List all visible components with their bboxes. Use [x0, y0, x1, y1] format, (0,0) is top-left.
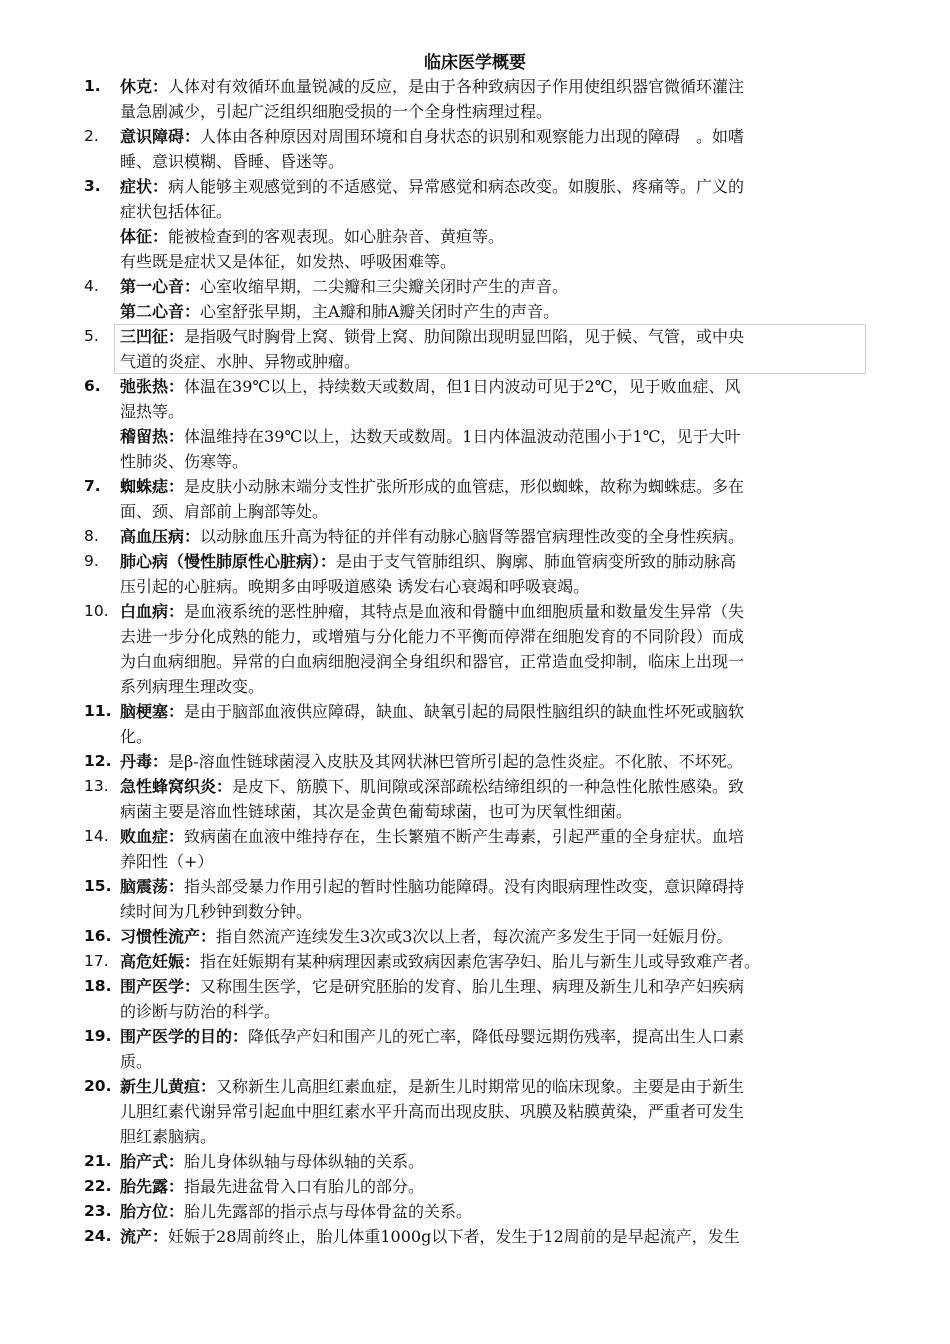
entry-body: 又称围生医学，它是研究胚胎的发育、胎儿生理、病理及新生儿和孕产妇疾病 [200, 977, 745, 996]
entry-line [0, 874, 950, 899]
entry-body: 养阳性（+） [120, 852, 214, 871]
entry-text [120, 574, 865, 599]
entry-line [0, 1024, 950, 1049]
entry-text [120, 474, 865, 499]
entry-body: 是β-溶血性链球菌浸入皮肤及其网状淋巴管所引起的急性炎症。不化脓、不坏死。 [168, 752, 743, 771]
entry-body: 降低孕产妇和围产儿的死亡率，降低母婴远期伤残率，提高出生人口素 [248, 1027, 745, 1046]
definition-entry [0, 1074, 950, 1149]
entry-body: 的诊断与防治的科学。 [120, 1002, 281, 1021]
entry-body: 系列病理生理改变。 [120, 677, 265, 696]
entry-line [0, 474, 950, 499]
entry-line [0, 1224, 950, 1249]
entry-body: 面、颈、肩部前上胸部等处。 [120, 502, 329, 521]
entry-line [0, 574, 950, 599]
entry-body: 体温维持在39℃以上，达数天或数周。1日内体温波动范围小于1℃，见于大叶 [184, 427, 741, 446]
entry-body: 是皮下、筋膜下、肌间隙或深部疏松结缔组织的一种急性化脓性感染。致 [232, 777, 745, 796]
entry-body: 人体对有效循环血量锐减的反应，是由于各种致病因子作用使组织器官微循环灌注 [168, 77, 745, 96]
entry-line [0, 949, 950, 974]
entry-term: 症状： [120, 177, 169, 196]
entry-body: 为白血病细胞。异常的白血病细胞浸润全身组织和器官，正常造血受抑制，临床上出现一 [120, 652, 745, 671]
entry-text [120, 699, 865, 724]
definition-entry [0, 524, 950, 549]
entry-text [120, 1149, 865, 1174]
entry-body: 又称新生儿高胆红素血症，是新生儿时期常见的临床现象。主要是由于新生 [216, 1077, 745, 1096]
entry-number: 24. [84, 1227, 112, 1245]
entry-number: 18. [84, 977, 112, 995]
entry-line [0, 449, 950, 474]
entry-line [0, 599, 950, 624]
entry-text [120, 1124, 865, 1149]
entry-line [0, 349, 950, 374]
entry-term: 流产： [120, 1227, 169, 1246]
definition-entry [0, 824, 950, 874]
entry-text [120, 74, 865, 99]
entry-term: 弛张热： [120, 377, 185, 396]
entry-text [120, 824, 865, 849]
entry-line [0, 549, 950, 574]
entry-text [120, 374, 865, 399]
entry-text [120, 549, 865, 574]
entry-line [0, 99, 950, 124]
entry-line [0, 974, 950, 999]
entry-body: 是皮肤小动脉末端分支性扩张所形成的血管痣，形似蜘蛛，故称为蜘蛛痣。多在 [184, 477, 745, 496]
entry-line [0, 924, 950, 949]
entry-line [0, 799, 950, 824]
entry-number: 16. [84, 927, 112, 945]
entry-text [120, 224, 865, 249]
entry-body: 气道的炎症、水肿、异物或肿瘤。 [120, 352, 361, 371]
entry-line [0, 699, 950, 724]
entry-line [0, 674, 950, 699]
definition-entry [0, 1199, 950, 1224]
entry-number: 10. [84, 602, 109, 620]
entry-number: 3. [84, 177, 101, 195]
entry-text [120, 1074, 865, 1099]
entry-line [0, 299, 950, 324]
entry-number: 7. [84, 477, 101, 495]
entry-body: 性肺炎、伤寒等。 [120, 452, 249, 471]
entry-number: 8. [84, 527, 99, 545]
entry-term: 体征： [120, 227, 169, 246]
definition-entry [0, 774, 950, 824]
entry-body: 以动脉血压升高为特征的并伴有动脉心脑肾等器官病理性改变的全身性疾病。 [200, 527, 745, 546]
definition-entry [0, 749, 950, 774]
entry-text [120, 999, 865, 1024]
entry-term: 丹毒： [120, 752, 169, 771]
entry-text [120, 124, 865, 149]
entry-body: 压引起的心脏病。晚期多由呼吸道感染 诱发右心衰竭和呼吸衰竭。 [120, 577, 590, 596]
entry-text [120, 974, 865, 999]
entry-term: 新生儿黄疸： [120, 1077, 217, 1096]
entry-term: 急性蜂窝织炎： [120, 777, 233, 796]
entry-line [0, 199, 950, 224]
entry-body: 胎儿身体纵轴与母体纵轴的关系。 [184, 1152, 425, 1171]
entry-term: 脑震荡： [120, 877, 185, 896]
entry-text [120, 1024, 865, 1049]
entry-body: 儿胆红素代谢异常引起血中胆红素水平升高而出现皮肤、巩膜及粘膜黄染，严重者可发生 [120, 1102, 745, 1121]
definition-list [0, 74, 950, 1249]
entry-text [120, 174, 865, 199]
definition-entry [0, 474, 950, 524]
entry-line [0, 1124, 950, 1149]
entry-text [120, 299, 865, 324]
entry-line [0, 1149, 950, 1174]
entry-term: 脑梗塞： [120, 702, 185, 721]
entry-text [120, 524, 865, 549]
entry-line [0, 1049, 950, 1074]
entry-line [0, 1174, 950, 1199]
definition-entry [0, 1149, 950, 1174]
entry-line [0, 324, 950, 349]
entry-line [0, 624, 950, 649]
entry-text [120, 249, 865, 274]
entry-term: 败血症： [120, 827, 185, 846]
definition-entry [0, 874, 950, 924]
entry-number: 15. [84, 877, 112, 895]
entry-term: 第一心音： [120, 277, 201, 296]
entry-body: 体温在39℃以上，持续数天或数周，但1日内波动可见于2℃，见于败血症、风 [184, 377, 741, 396]
entry-body: 睡、意识模糊、昏睡、昏迷等。 [120, 152, 345, 171]
entry-body: 妊娠于28周前终止，胎儿体重1000g以下者，发生于12周前的是早起流产，发生 [168, 1227, 740, 1246]
entry-term: 稽留热： [120, 427, 185, 446]
definition-entry [0, 949, 950, 974]
entry-body: 病菌主要是溶血性链球菌，其次是金黄色葡萄球菌，也可为厌氧性细菌。 [120, 802, 633, 821]
entry-line [0, 499, 950, 524]
entry-line [0, 424, 950, 449]
entry-number: 14. [84, 827, 109, 845]
entry-body: 是由于支气管肺组织、胸廓、肺血管病变所致的肺动脉高 [336, 552, 737, 571]
definition-entry [0, 1224, 950, 1249]
entry-body: 质。 [120, 1052, 153, 1071]
entry-number: 4. [84, 277, 99, 295]
entry-term: 白血病： [120, 602, 185, 621]
definition-entry [0, 924, 950, 949]
definition-entry [0, 274, 950, 324]
entry-number: 1. [84, 77, 101, 95]
entry-text [120, 724, 865, 749]
entry-body: 胆红素脑病。 [120, 1127, 217, 1146]
entry-text [120, 924, 865, 949]
entry-body: 指最先进盆骨入口有胎儿的部分。 [184, 1177, 425, 1196]
entry-text [120, 774, 865, 799]
entry-term: 胎产式： [120, 1152, 185, 1171]
definition-entry [0, 174, 950, 274]
entry-text [120, 399, 865, 424]
definition-entry [0, 1024, 950, 1074]
entry-line [0, 74, 950, 99]
definition-entry [0, 974, 950, 1024]
entry-text [120, 649, 865, 674]
entry-term: 第二心音： [120, 302, 201, 321]
definition-entry [0, 549, 950, 599]
entry-number: 22. [84, 1177, 112, 1195]
entry-line [0, 249, 950, 274]
entry-text [120, 599, 865, 624]
entry-line [0, 649, 950, 674]
entry-term: 胎方位： [120, 1202, 185, 1221]
entry-line [0, 224, 950, 249]
entry-body: 指在妊娠期有某种病理因素或致病因素危害孕妇、胎儿与新生儿或导致难产者。 [200, 952, 761, 971]
entry-body: 是指吸气时胸骨上窝、锁骨上窝、肋间隙出现明显凹陷，见于候、气管，或中央 [184, 327, 745, 346]
entry-text [120, 624, 865, 649]
entry-line [0, 374, 950, 399]
entry-line [0, 999, 950, 1024]
entry-text [120, 1099, 865, 1124]
entry-text [120, 99, 865, 124]
entry-number: 20. [84, 1077, 112, 1095]
entry-term: 肺心病（慢性肺原性心脏病）： [120, 552, 337, 571]
entry-line [0, 899, 950, 924]
entry-text [120, 799, 865, 824]
entry-line [0, 749, 950, 774]
entry-body: 湿热等。 [120, 402, 185, 421]
entry-text [120, 449, 865, 474]
entry-number: 17. [84, 952, 109, 970]
entry-number: 6. [84, 377, 101, 395]
entry-body: 人体由各种原因对周围环境和自身状态的识别和观察能力出现的障碍 。如嗜 [200, 127, 745, 146]
entry-line [0, 174, 950, 199]
definition-entry [0, 1174, 950, 1199]
entry-text [120, 199, 865, 224]
entry-text [120, 1199, 865, 1224]
entry-number: 23. [84, 1202, 112, 1220]
entry-number: 19. [84, 1027, 112, 1045]
entry-line [0, 524, 950, 549]
entry-body: 续时间为几秒钟到数分钟。 [120, 902, 313, 921]
definition-entry [0, 599, 950, 699]
entry-text [120, 499, 865, 524]
definition-entry [0, 74, 950, 124]
entry-body: 是由于脑部血液供应障碍，缺血、缺氧引起的局限性脑组织的缺血性坏死或脑软 [184, 702, 745, 721]
entry-line [0, 774, 950, 799]
entry-body: 去进一步分化成熟的能力，或增殖与分化能力不平衡而停滞在细胞发育的不同阶段）而成 [120, 627, 745, 646]
entry-body: 是血液系统的恶性肿瘤，其特点是血液和骨髓中血细胞质量和数量发生异常（失 [184, 602, 745, 621]
entry-body: 有些既是症状又是体征，如发热、呼吸困难等。 [120, 252, 457, 271]
entry-number: 5. [84, 327, 99, 345]
definition-entry [0, 324, 950, 374]
entry-term: 蜘蛛痣： [120, 477, 185, 496]
entry-text [120, 949, 865, 974]
entry-text [120, 1174, 865, 1199]
entry-text [120, 324, 865, 349]
entry-text [120, 149, 865, 174]
entry-text [120, 274, 865, 299]
document-title: 临床医学概要 [424, 53, 526, 73]
entry-body: 病人能够主观感觉到的不适感觉、异常感觉和病态改变。如腹胀、疼痛等。广义的 [168, 177, 745, 196]
entry-term: 胎先露： [120, 1177, 185, 1196]
entry-text [120, 1049, 865, 1074]
entry-body: 心室舒张早期，主A瓣和肺A瓣关闭时产生的声音。 [200, 302, 560, 321]
entry-body: 指头部受暴力作用引起的暂时性脑功能障碍。没有肉眼病理性改变，意识障碍持 [184, 877, 745, 896]
entry-body: 指自然流产连续发生3次或3次以上者，每次流产多发生于同一妊娠月份。 [216, 927, 733, 946]
entry-text [120, 874, 865, 899]
entry-line [0, 849, 950, 874]
entry-term: 高血压病： [120, 527, 201, 546]
entry-line [0, 824, 950, 849]
entry-body: 能被检查到的客观表现。如心脏杂音、黄疸等。 [168, 227, 505, 246]
entry-line [0, 149, 950, 174]
entry-term: 围产医学： [120, 977, 201, 996]
entry-body: 症状包括体征。 [120, 202, 233, 221]
entry-line [0, 1099, 950, 1124]
entry-body: 心室收缩早期，二尖瓣和三尖瓣关闭时产生的声音。 [200, 277, 569, 296]
entry-text [120, 899, 865, 924]
entry-term: 意识障碍： [120, 127, 201, 146]
entry-text [120, 1224, 865, 1249]
entry-text [120, 349, 865, 374]
entry-line [0, 724, 950, 749]
entry-body: 致病菌在血液中维持存在，生长繁殖不断产生毒素，引起严重的全身症状。血培 [184, 827, 745, 846]
entry-body: 胎儿先露部的指示点与母体骨盆的关系。 [184, 1202, 473, 1221]
definition-entry [0, 374, 950, 474]
entry-line [0, 124, 950, 149]
entry-number: 2. [84, 127, 99, 145]
entry-term: 休克： [120, 77, 169, 96]
entry-body: 化。 [120, 727, 153, 746]
entry-line [0, 1074, 950, 1099]
entry-text [120, 749, 865, 774]
entry-line [0, 1199, 950, 1224]
entry-line [0, 274, 950, 299]
entry-number: 21. [84, 1152, 112, 1170]
entry-body: 量急剧减少，引起广泛组织细胞受损的一个全身性病理过程。 [120, 102, 553, 121]
entry-number: 9. [84, 552, 99, 570]
entry-line [0, 399, 950, 424]
entry-term: 围产医学的目的： [120, 1027, 249, 1046]
entry-term: 三凹征： [120, 327, 185, 346]
entry-term: 习惯性流产： [120, 927, 217, 946]
definition-entry [0, 699, 950, 749]
entry-number: 13. [84, 777, 109, 795]
entry-text [120, 849, 865, 874]
entry-number: 11. [84, 702, 112, 720]
entry-number: 12. [84, 752, 112, 770]
definition-entry [0, 124, 950, 174]
entry-text [120, 424, 865, 449]
entry-text [120, 674, 865, 699]
entry-term: 高危妊娠： [120, 952, 201, 971]
